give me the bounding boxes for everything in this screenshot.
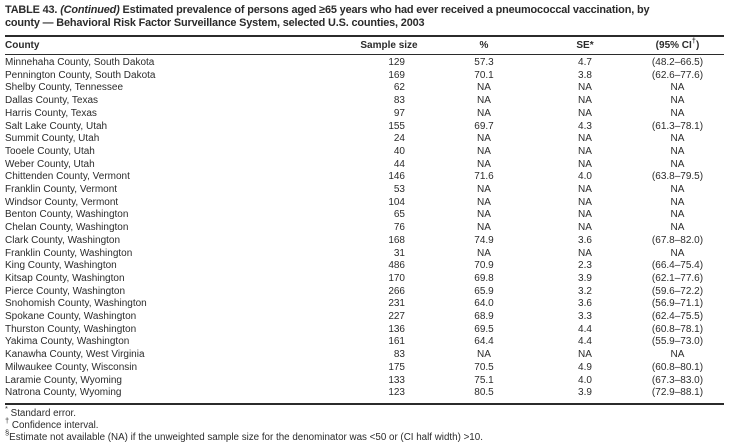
table-row: [5, 273, 724, 286]
cell-ci: NA: [670, 196, 685, 208]
cell-county: Franklin County, Vermont: [5, 184, 118, 196]
table-row: [5, 121, 724, 134]
column-header-sample-size: Sample size: [360, 40, 418, 51]
column-header-county: County: [5, 40, 40, 51]
footnote-confidence-interval: [5, 415, 725, 432]
cell-sample-size: 169: [388, 69, 405, 81]
cell-county: Thurston County, Washington: [5, 323, 137, 335]
cell-se: NA: [578, 184, 592, 196]
cell-se: NA: [578, 145, 592, 157]
footnote-estimate-not-available: [5, 427, 725, 444]
cell-se: NA: [578, 222, 592, 234]
cell-se: 3.2: [578, 285, 592, 297]
cell-ci: (62.6–77.6): [651, 69, 704, 81]
cell-county: Benton County, Washington: [5, 209, 129, 221]
footnote-marker-section: §: [5, 427, 10, 437]
table-row: [5, 311, 724, 324]
cell-county: Salt Lake County, Utah: [5, 120, 108, 132]
cell-ci: (63.8–79.5): [651, 171, 704, 183]
cell-se: 4.0: [578, 171, 592, 183]
table-row: [5, 260, 724, 273]
cell-ci: NA: [670, 209, 685, 221]
cell-county: Franklin County, Washington: [5, 247, 133, 259]
cell-se: 4.7: [578, 57, 592, 68]
cell-ci: NA: [670, 95, 685, 107]
cell-sample-size: 133: [388, 374, 405, 386]
cell-sample-size: 83: [393, 349, 405, 361]
table-title-line2: county — Behavioral Risk Factor Surveillance System, selected U.S. counties, 2003: [5, 17, 425, 29]
cell-percent: NA: [477, 145, 491, 157]
cell-se: 2.3: [578, 260, 592, 272]
table-row: [5, 286, 724, 299]
cell-sample-size: 170: [388, 272, 405, 284]
cell-ci: (62.4–75.5): [651, 311, 704, 323]
footnote-text: Estimate not available (NA) if the unweighted sample size for the denominator was <50 or (CI half width) >10.: [9, 431, 483, 443]
cell-ci: NA: [670, 145, 685, 157]
cell-ci: (59.6–72.2): [651, 285, 704, 297]
cell-percent: NA: [477, 184, 491, 196]
table-row: [5, 387, 724, 404]
cell-ci: NA: [670, 349, 685, 361]
cell-ci: (67.3–83.0): [651, 374, 704, 386]
cell-sample-size: 231: [388, 298, 405, 310]
cell-county: Clark County, Washington: [5, 234, 121, 246]
cell-county: Weber County, Utah: [5, 158, 95, 170]
table-row: [5, 324, 724, 337]
column-header-ci: [631, 36, 724, 55]
cell-ci: (60.8–78.1): [651, 323, 704, 335]
cell-sample-size: 227: [388, 311, 405, 323]
footnote-marker-dagger: †: [5, 415, 10, 425]
cell-ci: NA: [670, 158, 685, 170]
cell-percent: NA: [477, 107, 491, 119]
cell-county: Pierce County, Washington: [5, 285, 126, 297]
table-row: [5, 184, 724, 197]
cell-sample-size: 123: [388, 387, 405, 399]
table-row: [5, 146, 724, 159]
cell-sample-size: 76: [393, 222, 405, 234]
cell-sample-size: 31: [393, 247, 405, 259]
cell-sample-size: 83: [393, 95, 405, 107]
cell-se: 3.9: [578, 387, 592, 399]
cell-ci: NA: [670, 222, 685, 234]
cell-se: 3.3: [578, 311, 592, 323]
cell-ci: (66.4–75.4): [651, 260, 704, 272]
cell-se: NA: [578, 196, 592, 208]
cell-ci: (72.9–88.1): [651, 387, 704, 399]
footnotes: [5, 403, 725, 444]
cell-county: Spokane County, Washington: [5, 311, 137, 323]
cell-ci: NA: [670, 107, 685, 119]
cell-ci: (48.2–66.5): [651, 57, 704, 68]
table-row: [5, 209, 724, 222]
cell-sample-size: 65: [393, 209, 405, 221]
cell-se: NA: [578, 349, 592, 361]
cell-sample-size: 175: [388, 361, 405, 373]
cell-percent: 80.5: [474, 387, 494, 399]
cell-sample-size: 40: [393, 145, 405, 157]
cell-percent: 74.9: [474, 234, 494, 246]
cell-percent: 71.6: [474, 171, 494, 183]
cell-ci: (55.9–73.0): [651, 336, 704, 348]
table-row: [5, 222, 724, 235]
cell-county: Windsor County, Vermont: [5, 196, 119, 208]
cell-se: 3.9: [578, 272, 592, 284]
table-title-line1: [5, 4, 725, 17]
cell-ci: (67.8–82.0): [651, 234, 704, 246]
table-row: [5, 159, 724, 172]
cell-sample-size: 266: [388, 285, 405, 297]
table-row: [5, 235, 724, 248]
cell-county: Tooele County, Utah: [5, 145, 95, 157]
cell-percent: 70.1: [474, 69, 494, 81]
footnote-standard-error: [5, 403, 725, 420]
cell-se: 4.0: [578, 374, 592, 386]
cell-percent: 75.1: [474, 374, 494, 386]
cell-county: Natrona County, Wyoming: [5, 387, 122, 399]
cell-se: 4.4: [578, 323, 592, 335]
cell-ci: (60.8–80.1): [651, 361, 704, 373]
cell-percent: 69.7: [474, 120, 494, 132]
cell-sample-size: 146: [388, 171, 405, 183]
cell-sample-size: 486: [388, 260, 405, 272]
cell-percent: NA: [477, 158, 491, 170]
cell-ci: NA: [670, 133, 685, 145]
cell-percent: 70.5: [474, 361, 494, 373]
cell-sample-size: 161: [388, 336, 405, 348]
cell-se: 4.3: [578, 120, 592, 132]
table-header-row: [5, 36, 724, 55]
footnote-text: Standard error.: [10, 407, 77, 419]
column-header-percent: %: [479, 40, 489, 51]
cell-percent: 64.0: [474, 298, 494, 310]
table-row: [5, 171, 724, 184]
cell-se: NA: [578, 133, 592, 145]
cell-county: King County, Washington: [5, 260, 117, 272]
cell-sample-size: 24: [393, 133, 405, 145]
table-row: [5, 349, 724, 362]
table-row: [5, 95, 724, 108]
cell-county: Chelan County, Washington: [5, 222, 129, 234]
cell-se: 3.6: [578, 298, 592, 310]
cell-percent: 69.8: [474, 272, 494, 284]
table-row: [5, 248, 724, 261]
cell-county: Harris County, Texas: [5, 107, 97, 119]
table-row: [5, 133, 724, 146]
table-title: [5, 4, 725, 30]
cell-se: NA: [578, 209, 592, 221]
cell-ci: NA: [670, 247, 685, 259]
cell-ci: (62.1–77.6): [651, 272, 704, 284]
table-row: [5, 55, 724, 70]
cell-se: NA: [578, 95, 592, 107]
cell-county: Dallas County, Texas: [5, 95, 99, 107]
cell-sample-size: 62: [393, 82, 405, 94]
table-row: [5, 336, 724, 349]
cell-county: Shelby County, Tennessee: [5, 82, 124, 94]
cell-sample-size: 136: [388, 323, 405, 335]
table-header: [5, 36, 724, 55]
cell-county: Snohomish County, Washington: [5, 298, 147, 310]
table-continued-label: (Continued): [60, 4, 120, 16]
cell-se: NA: [578, 82, 592, 94]
ci-header-text: (95% CI: [655, 40, 692, 51]
cell-se: 4.4: [578, 336, 592, 348]
table-row: [5, 108, 724, 121]
cell-county: Milwaukee County, Wisconsin: [5, 361, 138, 373]
cell-percent: NA: [477, 82, 491, 94]
cell-ci: NA: [670, 184, 685, 196]
cell-percent: NA: [477, 95, 491, 107]
cell-percent: 69.5: [474, 323, 494, 335]
table-row: [5, 82, 724, 95]
cell-sample-size: 168: [388, 234, 405, 246]
cell-county: Yakima County, Washington: [5, 336, 130, 348]
cell-percent: 57.3: [474, 57, 494, 68]
cell-county: Laramie County, Wyoming: [5, 374, 122, 386]
cell-sample-size: 44: [393, 158, 405, 170]
table-row: [5, 197, 724, 210]
cell-sample-size: 97: [393, 107, 405, 119]
table-row: [5, 298, 724, 311]
cell-percent: NA: [477, 222, 491, 234]
table-row: [5, 375, 724, 388]
table-row: [5, 70, 724, 83]
cell-percent: NA: [477, 196, 491, 208]
cell-county: Pennington County, South Dakota: [5, 69, 156, 81]
cell-se: 3.8: [578, 69, 592, 81]
cell-county: Summit County, Utah: [5, 133, 100, 145]
table-number-label: TABLE 43.: [5, 4, 58, 16]
cell-se: 3.6: [578, 234, 592, 246]
cell-percent: NA: [477, 209, 491, 221]
cell-percent: 64.4: [474, 336, 494, 348]
cell-ci: (61.3–78.1): [651, 120, 704, 132]
table-title-text: Estimated prevalence of persons aged ≥65 years who had ever received a pneumococcal vaccination, by: [122, 4, 650, 16]
footnote-marker-asterisk: *: [5, 403, 8, 413]
cell-percent: 68.9: [474, 311, 494, 323]
cell-county: Kanawha County, West Virginia: [5, 349, 145, 361]
column-header-se: SE*: [576, 40, 594, 51]
cell-sample-size: 155: [388, 120, 405, 132]
cell-se: NA: [578, 107, 592, 119]
table-row: [5, 362, 724, 375]
cell-sample-size: 129: [388, 57, 405, 68]
cell-ci: NA: [670, 82, 685, 94]
cell-percent: NA: [477, 247, 491, 259]
footnote-text: Confidence interval.: [11, 419, 99, 431]
cell-county: Minnehaha County, South Dakota: [5, 57, 155, 68]
ci-header-dagger: †: [691, 35, 696, 45]
cell-ci: (56.9–71.1): [651, 298, 704, 310]
cell-se: 4.9: [578, 361, 592, 373]
cell-percent: NA: [477, 133, 491, 145]
prevalence-table: [5, 35, 724, 405]
cell-sample-size: 104: [388, 196, 405, 208]
cell-county: Kitsap County, Washington: [5, 272, 125, 284]
table-body: [5, 55, 724, 404]
cell-percent: 65.9: [474, 285, 494, 297]
cell-percent: NA: [477, 349, 491, 361]
cell-sample-size: 53: [393, 184, 405, 196]
cell-se: NA: [578, 247, 592, 259]
cell-percent: 70.9: [474, 260, 494, 272]
cell-county: Chittenden County, Vermont: [5, 171, 130, 183]
ci-header-paren: ): [695, 40, 700, 51]
cell-se: NA: [578, 158, 592, 170]
